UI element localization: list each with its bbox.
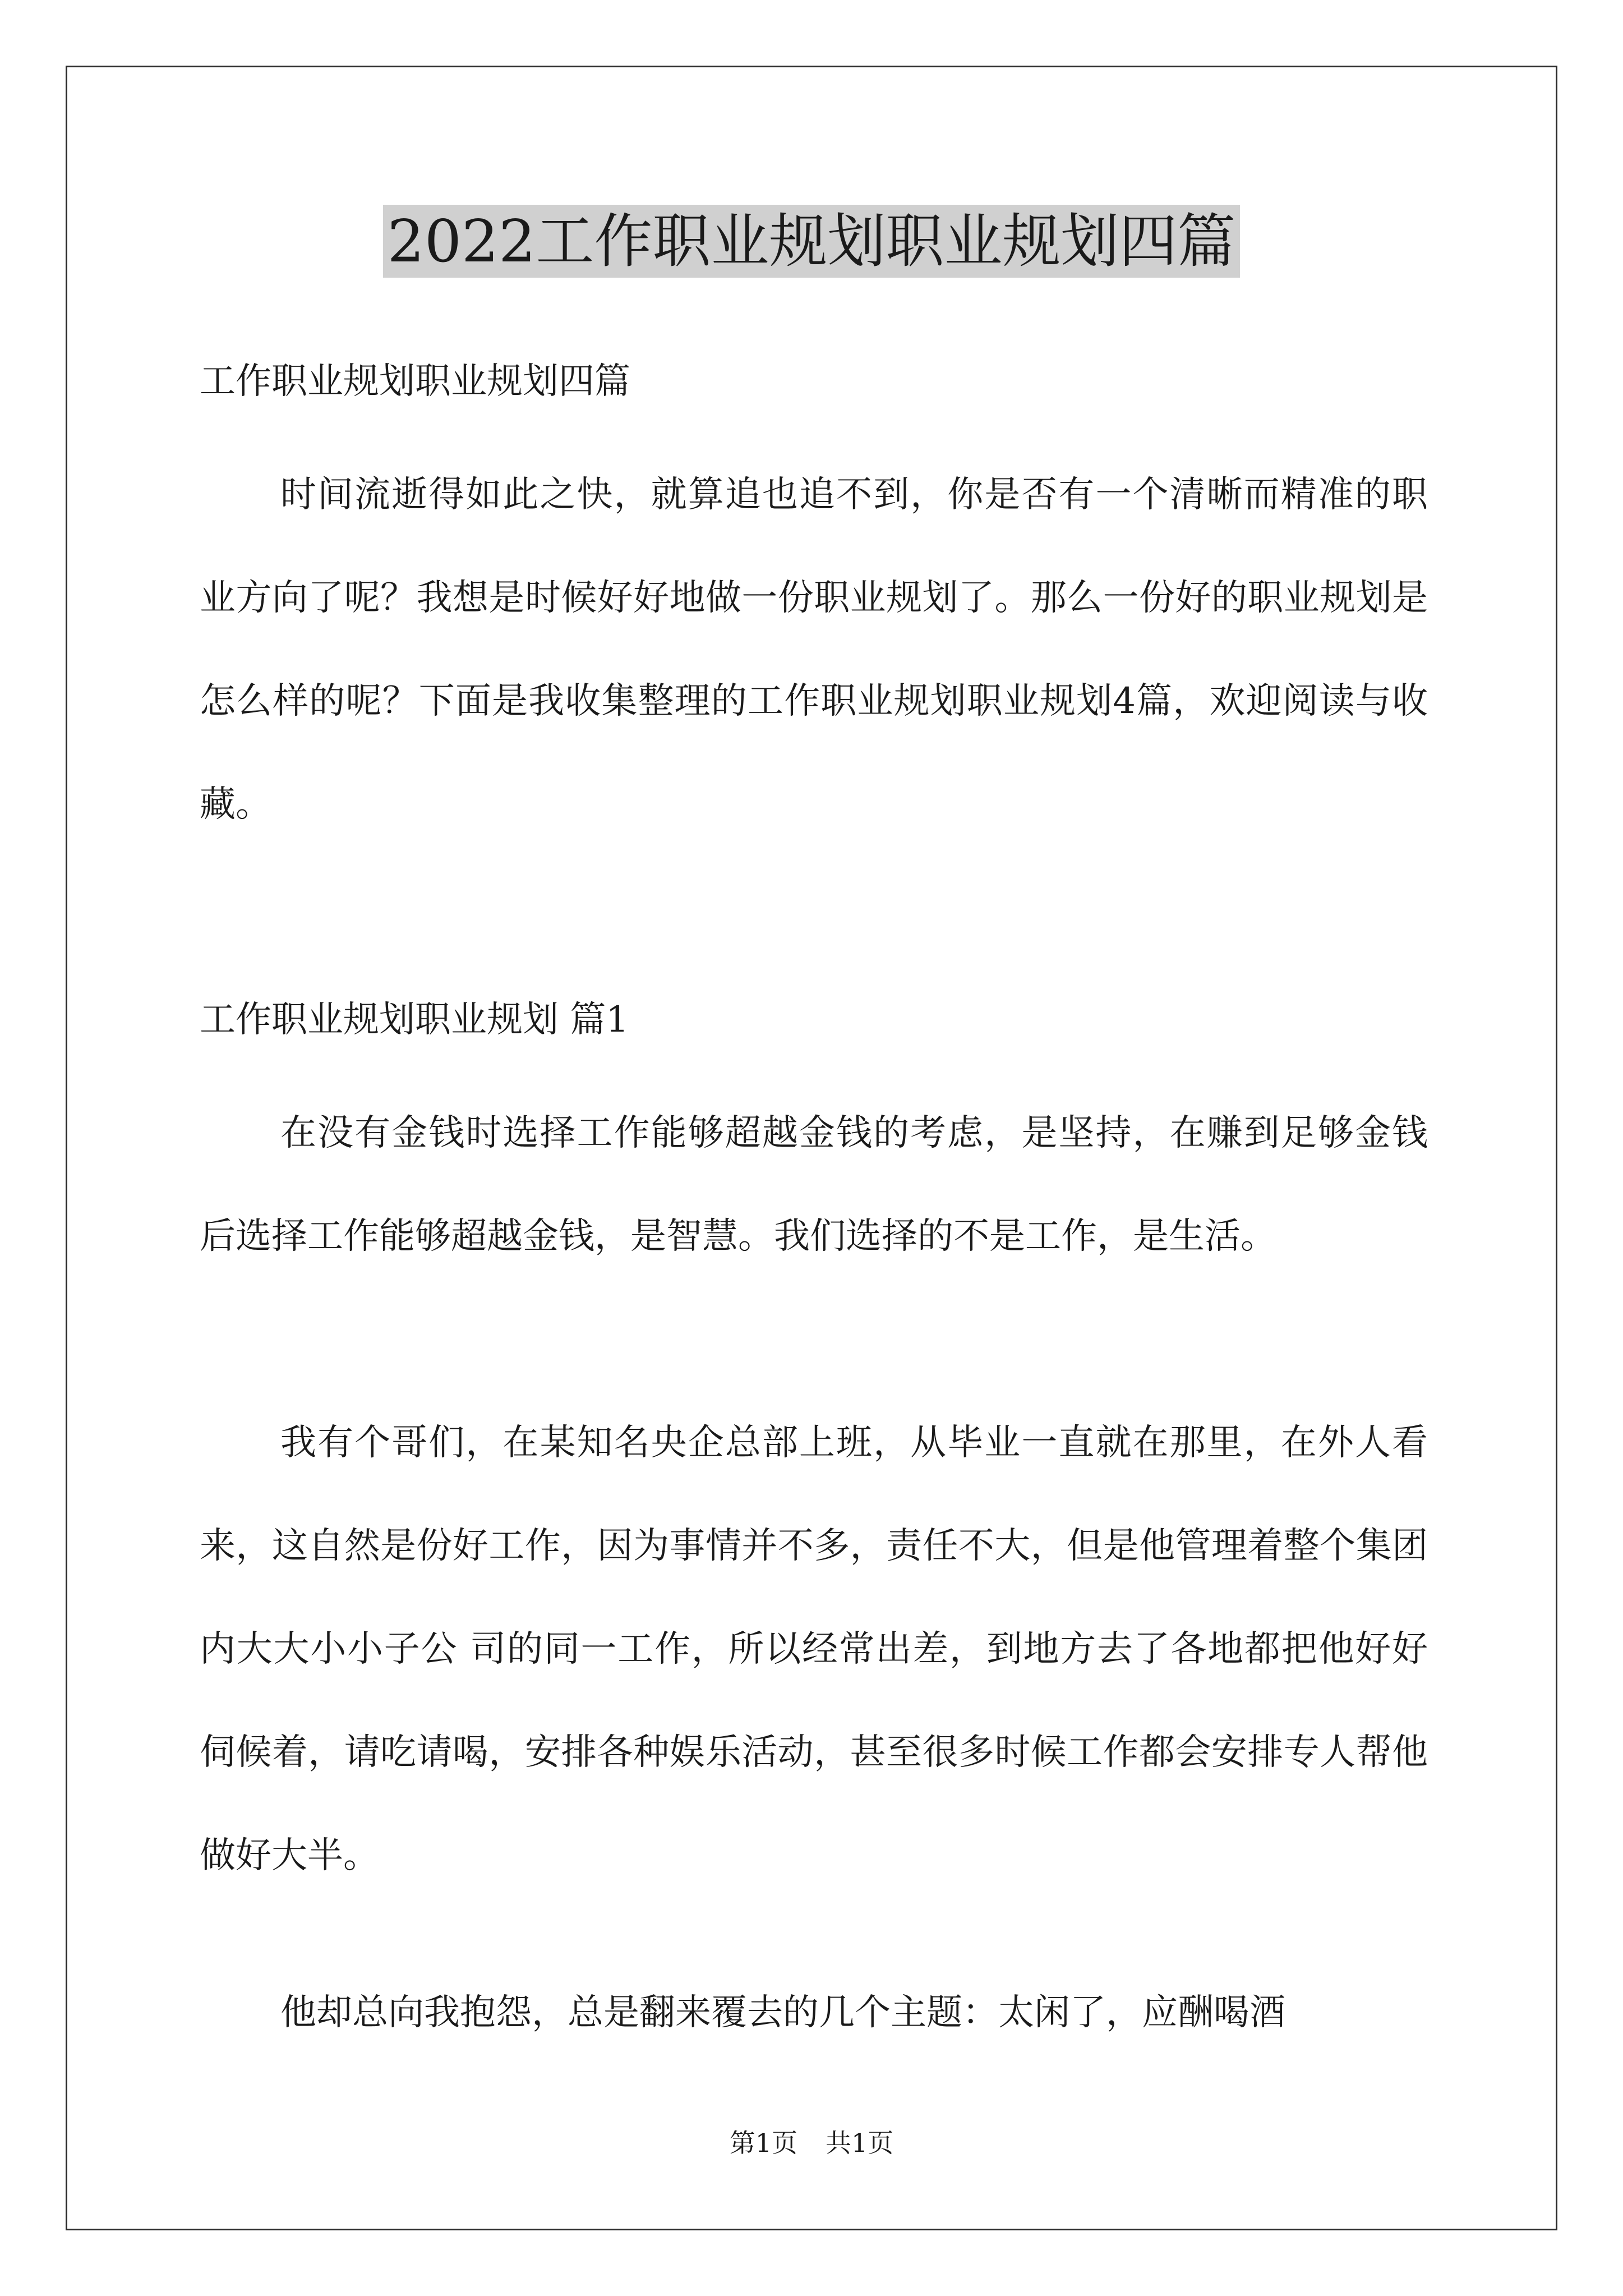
body-paragraph: 我有个哥们，在某知名央企总部上班，从毕业一直就在那里，在外人看来，这自然是份好工作，因为事情并不多，责任不大，但是他管理着整个集团内大大小小子公 司的同一工作，所以经常出差，到地方去了各地都把他好好伺候着，请吃请喝，安排各种娱乐活动，甚至很多时候工作都会安排专人帮他做好大半。 [200,1422,1428,1876]
body-paragraph: 他却总向我抱怨，总是翻来覆去的几个主题：太闲了，应酬喝酒 [280,1992,1285,2033]
page-number: 第1页 [729,2128,797,2158]
body-paragraph: 在没有金钱时选择工作能够超越金钱的考虑，是坚持，在赚到足够金钱后选择工作能够超越金钱，是智慧。我们选择的不是工作，是生活。 [200,1112,1428,1257]
document-title: 2022工作职业规划职业规划四篇 [0,202,1623,280]
page-count: 共1页 [826,2128,894,2158]
intro-paragraph: 时间流逝得如此之快，就算追也追不到，你是否有一个清晰而精准的职业方向了呢？我想是时候好好地做一份职业规划了。那么一份好的职业规划是怎么样的呢？下面是我收集整理的工作职业规划职业规划4篇，欢迎阅读与收藏。 [200,474,1428,825]
section-heading: 工作职业规划职业规划 篇1 [200,999,629,1041]
page-footer [0,2126,1623,2160]
document-subtitle: 工作职业规划职业规划四篇 [200,361,630,402]
